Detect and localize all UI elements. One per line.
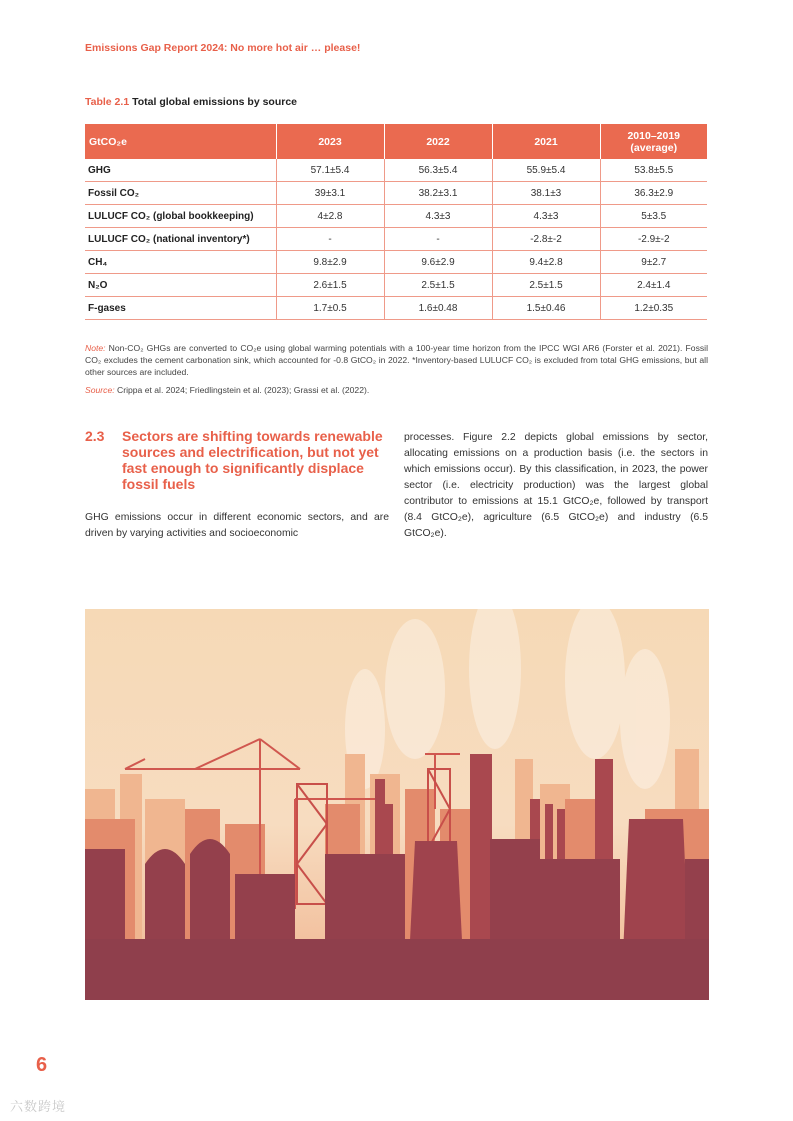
table-cell: 2.5±1.5	[384, 274, 492, 297]
body-text-left: GHG emissions occur in different economic sectors, and are driven by varying activities and socioeconomic	[85, 512, 389, 539]
column-header-unit: GtCO₂e	[85, 124, 276, 159]
table-row	[85, 228, 707, 251]
table-cell: -	[276, 228, 384, 251]
row-label: N₂O	[85, 274, 276, 297]
table-cell: 2.6±1.5	[276, 274, 384, 297]
table-cell: 55.9±5.4	[492, 159, 600, 182]
table-cell: 4.3±3	[384, 205, 492, 228]
table-cell: 1.5±0.46	[492, 297, 600, 320]
column-header-2023: 2023	[276, 124, 384, 159]
row-label: Fossil CO₂	[85, 182, 276, 205]
table-cell: -	[384, 228, 492, 251]
table-cell: 9.8±2.9	[276, 251, 384, 274]
table-cell: 38.2±3.1	[384, 182, 492, 205]
page-number: 6	[36, 1054, 48, 1076]
table-cell: 9.6±2.9	[384, 251, 492, 274]
table-row	[85, 159, 707, 182]
table-cell: 9±2.7	[600, 251, 707, 274]
column-header-2022: 2022	[384, 124, 492, 159]
body-text-right: processes. Figure 2.2 depicts global emissions by sector, allocating emissions on a production basis (i.e. the sectors in which emissions occur). By this classification, in 2023, the power sector (i.e. electricity production) was the largest global contributor to emissions at 15.1 GtCO₂e, followed by transport (8.4 GtCO₂e), agriculture (6.5 GtCO₂e) and industry (6.5 GtCO₂e).	[404, 432, 708, 539]
table-note	[85, 342, 708, 378]
table-cell: 4±2.8	[276, 205, 384, 228]
table-row	[85, 274, 707, 297]
column-header-2010-2019	[600, 124, 707, 159]
column-header-range: 2010–2019	[627, 129, 681, 142]
row-label: LULUCF CO₂ (global bookkeeping)	[85, 205, 276, 228]
running-header: Emissions Gap Report 2024: No more hot air … please!	[85, 42, 361, 54]
table-cell: 57.1±5.4	[276, 159, 384, 182]
table-header-row	[85, 124, 707, 159]
table-title: Total global emissions by source	[132, 96, 298, 108]
row-label: F-gases	[85, 297, 276, 320]
table-cell: 36.3±2.9	[600, 182, 707, 205]
source-text: Crippa et al. 2024; Friedlingstein et al. (2023); Grassi et al. (2022).	[117, 385, 370, 395]
industrial-skyline-illustration	[85, 609, 709, 1000]
table-cell: 39±3.1	[276, 182, 384, 205]
table-cell: 4.3±3	[492, 205, 600, 228]
column-header-average: (average)	[630, 141, 678, 154]
section-number: 2.3	[85, 428, 105, 444]
table-cell: 53.8±5.5	[600, 159, 707, 182]
table-cell: 56.3±5.4	[384, 159, 492, 182]
watermark: 六数跨境	[10, 1099, 67, 1114]
section-title: Sectors are shifting towards renewable sources and electrification, but not yet fast enough to significantly displace fossil fuels	[122, 428, 383, 492]
table-cell: 38.1±3	[492, 182, 600, 205]
table-cell: 2.5±1.5	[492, 274, 600, 297]
table-cell: -2.9±-2	[600, 228, 707, 251]
table-cell: 5±3.5	[600, 205, 707, 228]
table-row	[85, 297, 707, 320]
table-cell: 2.4±1.4	[600, 274, 707, 297]
table-cell: -2.8±-2	[492, 228, 600, 251]
emissions-table	[85, 124, 707, 320]
table-cell: 1.7±0.5	[276, 297, 384, 320]
table-row	[85, 182, 707, 205]
source-label: Source:	[85, 385, 115, 395]
ground	[85, 939, 709, 1000]
table-cell: 1.6±0.48	[384, 297, 492, 320]
row-label: GHG	[85, 159, 276, 182]
note-text: Non-CO₂ GHGs are converted to CO₂e using global warming potentials with a 100-year time horizon from the IPCC WGI AR6 (Forster et al. 2021). Fossil CO₂ excludes the cement carbonation sink, which accounted for -0.8 GtCO₂ in 2022. *Inventory-based LULUCF CO₂ is excluded from total GHG emissions, but all other sources are included.	[85, 343, 708, 377]
table-row	[85, 205, 707, 228]
table-label: Table 2.1	[85, 96, 130, 108]
row-label: LULUCF CO₂ (national inventory*)	[85, 228, 276, 251]
column-header-2021: 2021	[492, 124, 600, 159]
table-caption	[85, 96, 297, 108]
row-label: CH₄	[85, 251, 276, 274]
table-cell: 9.4±2.8	[492, 251, 600, 274]
table-source	[85, 385, 369, 395]
table-row	[85, 251, 707, 274]
table-cell: 1.2±0.35	[600, 297, 707, 320]
note-label: Note:	[85, 343, 106, 353]
